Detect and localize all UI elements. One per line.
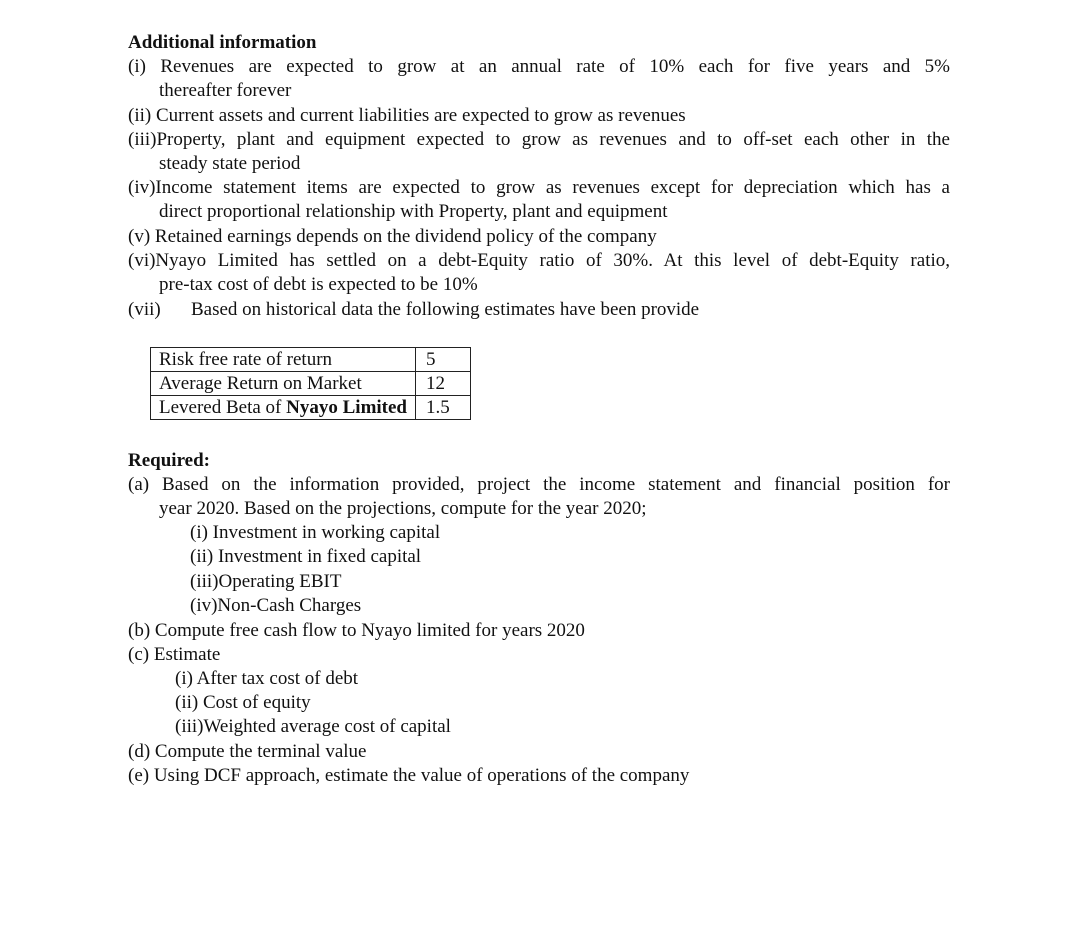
table-row <box>151 372 471 396</box>
required-a-line1: (a) Based on the information provided, project the income statement and financial position for <box>128 474 950 495</box>
info-item-v: (v) Retained earnings depends on the dividend policy of the company <box>128 226 657 247</box>
required-c-item: (iii)Weighted average cost of capital <box>175 716 451 737</box>
required-c-item: (i) After tax cost of debt <box>175 668 359 689</box>
table-row <box>151 348 471 372</box>
required-a-item: (iv)Non-Cash Charges <box>190 595 362 616</box>
info-item-iii-line1: (iii)Property, plant and equipment expected to grow as revenues and to off-set each other in the <box>128 129 950 150</box>
info-item-vii-number: (vii) <box>128 299 161 320</box>
estimate-label: Average Return on Market <box>151 372 416 396</box>
estimate-label: Risk free rate of return <box>151 348 416 372</box>
estimate-value: 12 <box>416 372 471 396</box>
estimate-value: 5 <box>416 348 471 372</box>
info-item-i-line1: (i) Revenues are expected to grow at an annual rate of 10% each for five years and 5% <box>128 56 950 77</box>
company-name: Nyayo Limited <box>286 397 407 418</box>
estimate-label <box>151 396 416 420</box>
required-c-item: (ii) Cost of equity <box>175 692 311 713</box>
required-a-item: (ii) Investment in fixed capital <box>190 546 422 567</box>
info-item-iv-line1: (iv)Income statement items are expected to grow as revenues except for depreciation which has a <box>128 177 950 198</box>
required-b: (b) Compute free cash flow to Nyayo limited for years 2020 <box>128 620 585 641</box>
info-item-vii-text: Based on historical data the following estimates have been provide <box>191 299 700 320</box>
info-item-i-line2: thereafter forever <box>159 80 292 101</box>
info-item-vi-line1: (vi)Nyayo Limited has settled on a debt-Equity ratio of 30%. At this level of debt-Equity ratio, <box>128 250 950 271</box>
estimate-value: 1.5 <box>416 396 471 420</box>
estimates-table <box>150 347 471 420</box>
estimate-label-prefix: Levered Beta of <box>159 397 287 418</box>
info-item-ii: (ii) Current assets and current liabilities are expected to grow as revenues <box>128 105 686 126</box>
required-e: (e) Using DCF approach, estimate the value of operations of the company <box>128 765 690 786</box>
info-item-iii-line2: steady state period <box>159 153 301 174</box>
required-a-item: (iii)Operating EBIT <box>190 571 342 592</box>
additional-info-heading: Additional information <box>128 32 317 53</box>
required-a-item: (i) Investment in working capital <box>190 522 441 543</box>
required-heading: Required: <box>128 450 210 471</box>
info-item-iv-line2: direct proportional relationship with Property, plant and equipment <box>159 201 668 222</box>
required-d: (d) Compute the terminal value <box>128 741 367 762</box>
required-c: (c) Estimate <box>128 644 221 665</box>
table-row <box>151 396 471 420</box>
required-a-line2: year 2020. Based on the projections, compute for the year 2020; <box>159 498 647 519</box>
info-item-vi-line2: pre-tax cost of debt is expected to be 10% <box>159 274 478 295</box>
